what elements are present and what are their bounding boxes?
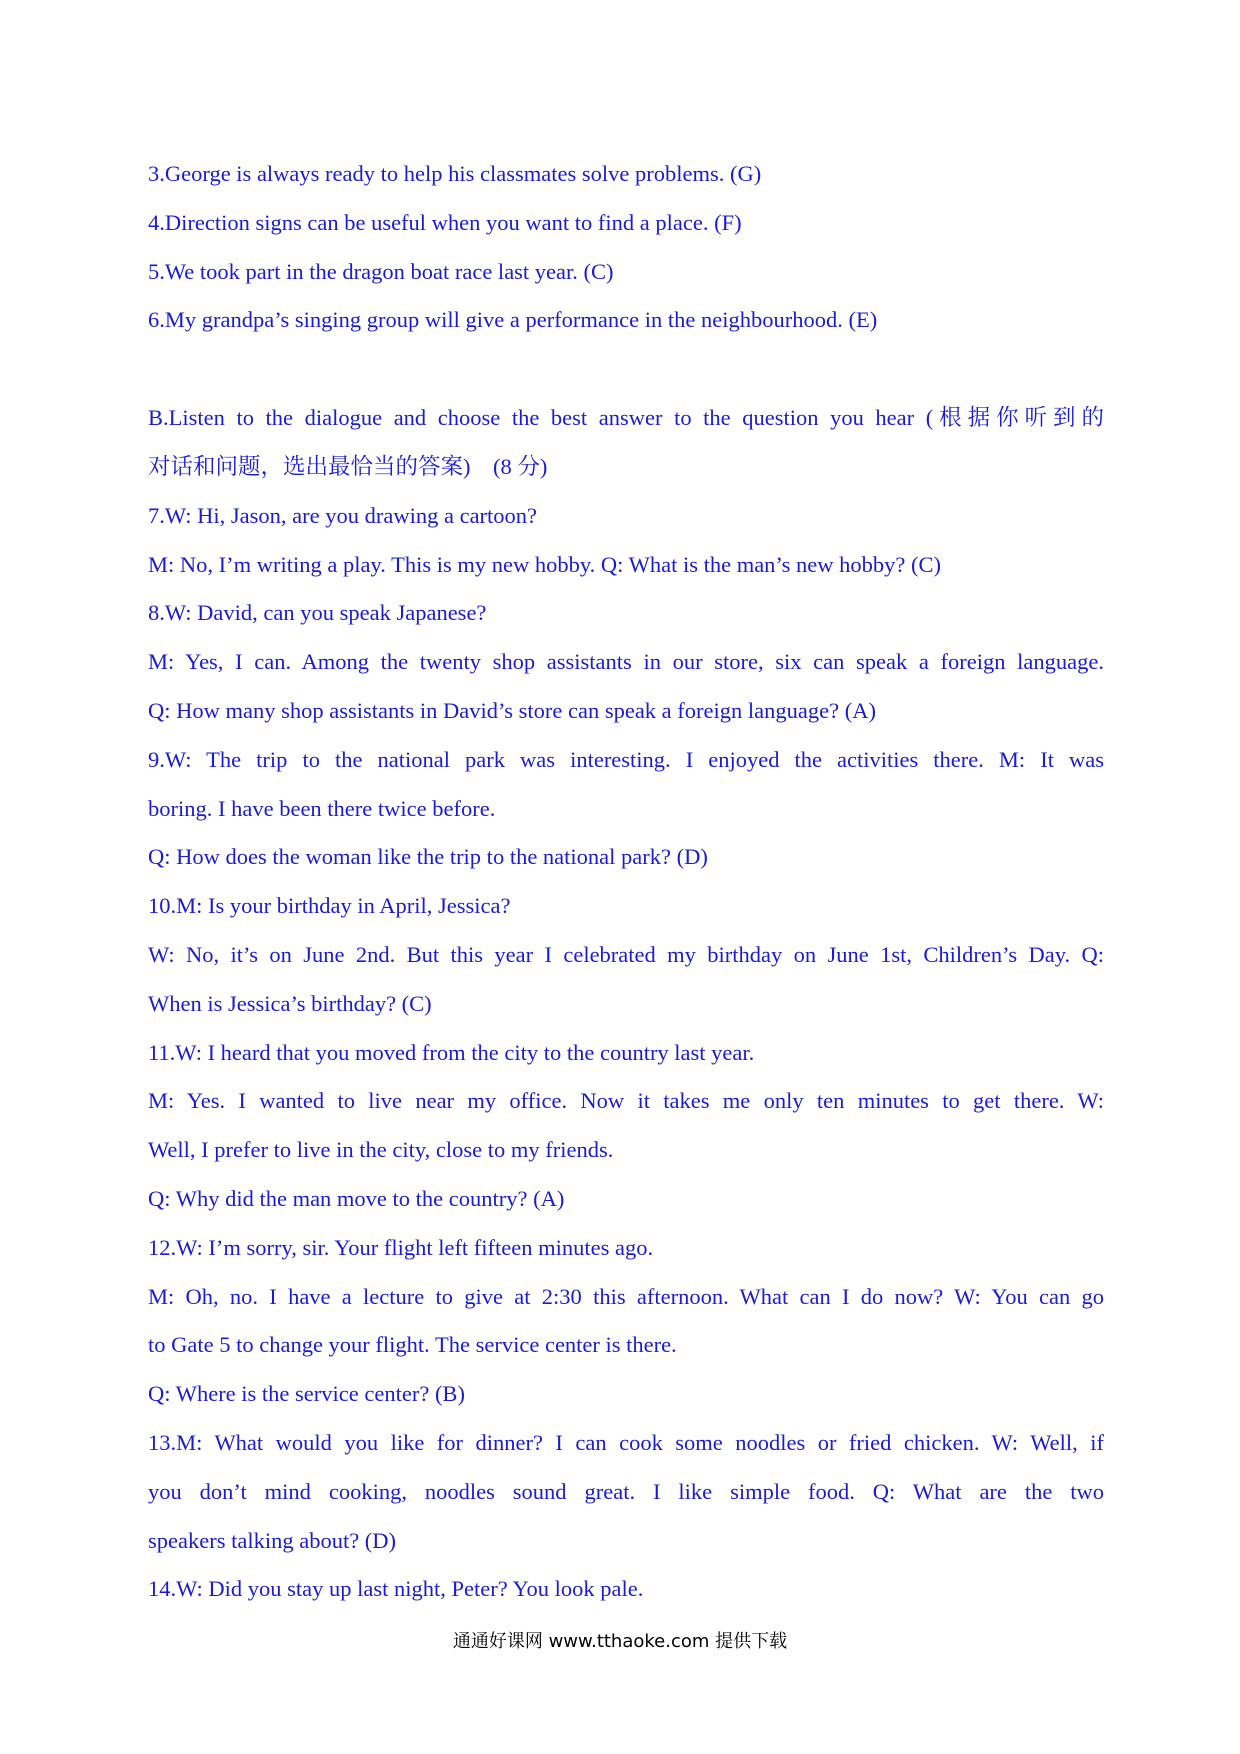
item-13-line-3: speakers talking about? (D) (148, 1527, 397, 1553)
item-8-line-1: 8.W: David, can you speak Japanese? (148, 600, 487, 626)
item-8-line-3: Q: How many shop assistants in David’s store can speak a foreign language? (A) (148, 697, 876, 723)
item-7-line-2: M: No, I’m writing a play. This is my new hobby. Q: What is the man’s new hobby? (C) (148, 551, 942, 577)
item-11-line-3: Well, I prefer to live in the city, close to my friends. (148, 1137, 614, 1163)
item-9-line-1: 9.W: The trip to the national park was interesting. I enjoyed the activities there. M: It was (148, 746, 1104, 772)
item-11-line-2: M: Yes. I wanted to live near my office. Now it takes me only ten minutes to get there. W: (148, 1088, 1104, 1114)
item-12-line-3: to Gate 5 to change your flight. The service center is there. (148, 1332, 677, 1358)
document-body (148, 150, 1104, 1614)
item-10-line-2: W: No, it’s on June 2nd. But this year I celebrated my birthday on June 1st, Children’s Day. Q: (148, 941, 1104, 967)
item-9-line-3: Q: How does the woman like the trip to the national park? (D) (148, 844, 708, 870)
item-4: 4.Direction signs can be useful when you want to find a place. (F) (148, 209, 742, 235)
item-12-line-4: Q: Where is the service center? (B) (148, 1381, 465, 1407)
section-b-heading-cont: 对话和问题，选出最恰当的答案) (8 分) (148, 453, 548, 479)
item-6: 6.My grandpa’s singing group will give a performance in the neighbourhood. (E) (148, 307, 878, 333)
item-11-line-4: Q: Why did the man move to the country? (A) (148, 1185, 565, 1211)
section-gap (148, 345, 1104, 394)
page-footer: 通通好课网 www.tthaoke.com 提供下载 (452, 1631, 788, 1652)
item-13-line-1: 13.M: What would you like for dinner? I can cook some noodles or fried chicken. W: Well, if (148, 1429, 1104, 1455)
item-10-line-3: When is Jessica’s birthday? (C) (148, 990, 432, 1016)
item-3: 3.George is always ready to help his classmates solve problems. (G) (148, 161, 762, 186)
item-7-line-1: 7.W: Hi, Jason, are you drawing a cartoon? (148, 502, 538, 528)
item-12-line-1: 12.W: I’m sorry, sir. Your flight left fifteen minutes ago. (148, 1234, 654, 1260)
item-8-line-2: M: Yes, I can. Among the twenty shop assistants in our store, six can speak a foreign language. (148, 649, 1104, 675)
item-9-line-2: boring. I have been there twice before. (148, 795, 496, 821)
item-14-line-1: 14.W: Did you stay up last night, Peter? You look pale. (148, 1576, 644, 1602)
item-10-line-1: 10.M: Is your birthday in April, Jessica? (148, 893, 511, 919)
item-11-line-1: 11.W: I heard that you moved from the city to the country last year. (148, 1039, 755, 1065)
item-12-line-2: M: Oh, no. I have a lecture to give at 2:30 this afternoon. What can I do now? W: You can go (148, 1283, 1104, 1309)
section-b-heading: B.Listen to the dialogue and choose the best answer to the question you hear (根据你听到的 (148, 405, 1104, 431)
item-5: 5.We took part in the dragon boat race last year. (C) (148, 258, 614, 284)
item-13-line-2: you don’t mind cooking, noodles sound great. I like simple food. Q: What are the two (148, 1478, 1104, 1504)
